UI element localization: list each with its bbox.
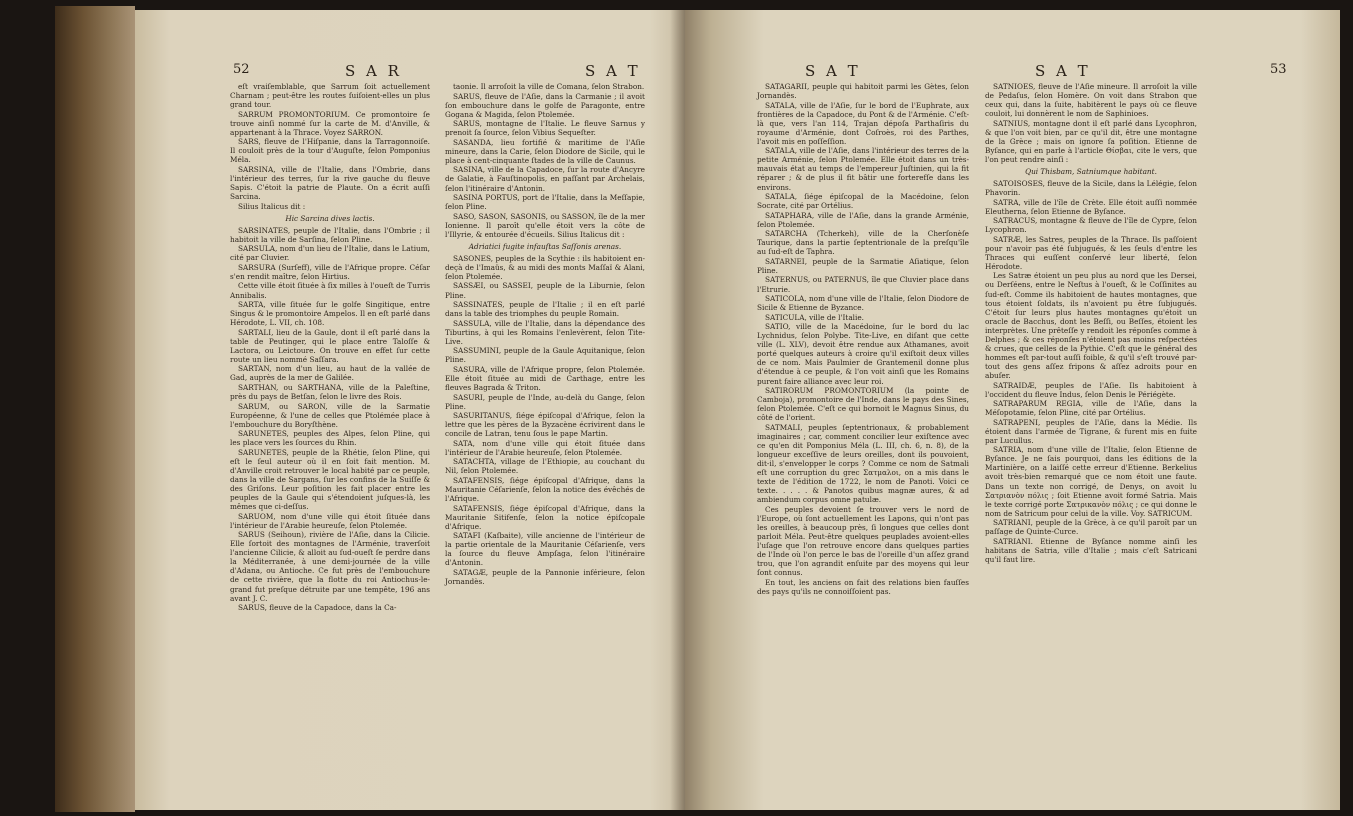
dictionary-entry: SATRAIDÆ, peuples de l'Aſie. Ils habitoient à l'occident du fleuve Indus, ſelon Denis le Périégète.: [985, 380, 1197, 399]
dictionary-entry: Les Satræ étoient un peu plus au nord que les Dersei, ou Derſéens, entre le Neſtus à l'oueſt, & le Coſſinites au ſud-eſt. Comme ils habitoient de hautes montagnes, que tous étoient ſoldats, ils n'avoient pu être ſubjugués. C'étoit ſur leurs plus hautes montagnes qu'étoit un oracle de Bacchus, dont les Beſſi, ou Beſſes, étoient les interprètes. Une prêteſſe y rendoit les réponſes comme à Delphes ; & ces réponſes n'étoient pas moins reſpectées & crues, que celles de la Pythie. C'eſt que le général des hommes eſt par-tout auſſi foible, & qu'il s'eſt trouvé par-tout des gens aſſez fripons & aſſez adroits pour en abuſer.: [985, 271, 1197, 380]
dictionary-entry: SARSURA (Surſeff), ville de l'Afrique propre. Céſar s'en rendit maître, ſelon Hirtius.: [230, 262, 430, 281]
dictionary-entry: SASSINATES, peuple de l'Italie ; il en eſt parlé dans la table des triomphes du peuple Romain.: [445, 300, 645, 319]
dictionary-entry: SARUS, montagne de l'Italie. Le fleuve Sarnus y prenoit ſa ſource, ſelon Vibius Sequeſter.: [445, 119, 645, 138]
dictionary-entry: SATIRORUM PROMONTORIUM (la pointe de Camboja), promontoire de l'Inde, dans le pays des Sines, ſelon Ptolemée. C'eſt ce qui bornoit le Magnus Sinus, du côté de l'orient.: [757, 386, 969, 423]
dictionary-entry: SASO, SASON, SASONIS, ou SASSON, île de la mer Ionienne. Il paroît qu'elle étoit vers la côte de l'Illyrie, & entourée d'écueils. Silius Italicus dit :: [445, 211, 645, 239]
dictionary-entry: SATAGÆ, peuple de la Pannonie inférieure, ſelon Jornandès.: [445, 567, 645, 586]
right-page-number: 53: [1270, 62, 1287, 77]
dictionary-entry: SASSULA, ville de l'Italie, dans la dépendance des Tiburtins, à qui les Romains l'enlevèrent, ſelon Tite-Live.: [445, 318, 645, 346]
dictionary-entry: SATAFENSIS, ſiége épiſcopal d'Afrique, dans la Mauritanie Céſarienſe, ſelon la notice des évêchés de l'Afrique.: [445, 475, 645, 504]
dictionary-entry: SATRÆ, les Satres, peuples de la Thrace. Ils paſſoient pour n'avoir pas été ſubjugués, & les ſeuls d'entre les Thraces qui euſſent conſervé leur liberté, ſelon Hérodote.: [985, 234, 1197, 271]
book-edge: [55, 6, 135, 812]
dictionary-entry: eſt vraiſemblable, que Sarrum ſoit actuellement Charnam ; peut-être les routes ſuiſoient-elles un plus grand tour.: [230, 82, 430, 110]
dictionary-entry: SATOISOSES, fleuve de la Sicile, dans la Lélégie, ſelon Phavorin.: [985, 178, 1197, 198]
dictionary-entry: SATARNEI, peuple de la Sarmatie Aſiatique, ſelon Pline.: [757, 256, 969, 275]
dictionary-entry: SARUM, ou SARON, ville de la Sarmatie Européenne, & l'une de celles que Ptolémée place à l'embouchure du Boryſthène.: [230, 401, 430, 429]
dictionary-entry: SARUS (Seihoun), rivière de l'Aſie, dans la Cilicie. Elle ſortoit des montagnes de l'Arménie, traverſoit l'ancienne Cilicie, & alloit au ſud-oueſt ſe perdre dans la Méditerranée, à une demi-journée de la ville d'Adana, ou Antioche. Ce fut près de l'embouchure de cette rivière, que la flotte du roi Antiochus-le-grand fut preſque détruite par une tempête, 196 ans avant J. C.: [230, 530, 430, 603]
dictionary-entry: SATACHTA, village de l'Ethiopie, au couchant du Nil, ſelon Ptolemée.: [445, 457, 645, 476]
dictionary-entry: SATAPHARA, ville de l'Aſie, dans la grande Arménie, ſelon Ptolemée.: [757, 210, 969, 229]
dictionary-entry: Ces peuples devoient ſe trouver vers le nord de l'Europe, où ſont actuellement les Lapons, qui n'ont pas les oreilles, à beaucoup près, ſi longues que celles dont parloit Méla. Peut-être quelques peuplades avoient-elles l'uſage que l'on retrouve encore dans quelques parties de l'Inde où l'on perce le bas de l'oreille d'un aſſez grand trou, que l'on agrandit enſuite par des moyens qui leur ſont connus.: [757, 504, 969, 577]
dictionary-entry: SATALA, ville de l'Aſie, dans l'intérieur des terres de la petite Arménie, ſelon Ptolemée. Elle étoit dans un très-mauvais état au temps de l'empereur Juſtinien, qui la fit réparer ; & de plus il fit bâtir une forterefſe dans les environs.: [757, 146, 969, 192]
dictionary-entry: SATRAPENI, peuples de l'Aſie, dans la Médie. Ils étoient dans l'armée de Tigrane, & furent mis en fuite par Lucullus.: [985, 417, 1197, 445]
dictionary-entry: SATRAPARUM REGIA, ville de l'Aſie, dans la Méſopotamie, ſelon Pline, cité par Ortélius.: [985, 399, 1197, 418]
dictionary-entry: SARUNETES, peuples des Alpes, ſelon Pline, qui les place vers les ſources du Rhin.: [230, 429, 430, 448]
dictionary-entry: SARTAN, nom d'un lieu, au haut de la vallée de Gad, auprès de la mer de Galilée.: [230, 364, 430, 383]
dictionary-entry: SARTHAN, ou SARTHANA, ville de la Paleſtine, près du pays de Betſan, ſelon le livre des Rois.: [230, 383, 430, 402]
dictionary-entry: SATAFENSIS, ſiége épiſcopal d'Afrique, dans la Mauritanie Sitifenſe, ſelon la notice épiſcopale d'Afrique.: [445, 503, 645, 531]
dictionary-entry: SASSUMINI, peuple de la Gaule Aquitanique, ſelon Pline.: [445, 346, 645, 365]
dictionary-entry: SATICULA, ville de l'Italie.: [765, 312, 864, 322]
dictionary-entry: SATNIOES, fleuve de l'Aſie mineure. Il arroſoit la ville de Pedaſus, ſelon Homère. On voit dans Strabon que ceux qui, dans la ſuite, habitèrent le pays où ce fleuve couloit, lui donnèrent le nom de Saphinioes.: [985, 82, 1197, 119]
left-running-head-1: S A R: [345, 62, 402, 80]
right-running-head-1: S A T: [805, 62, 861, 80]
dictionary-entry: SATICOLA, nom d'une ville de l'Italie, ſelon Diodore de Sicile & Etienne de Byzance.: [757, 294, 969, 313]
dictionary-entry: En tout, les anciens on fait des relations bien fauſſes des pays qu'ils ne connoiſſoient pas.: [757, 577, 969, 596]
dictionary-entry: SATRACUS, montagne & fleuve de l'île de Cypre, ſelon Lycophron.: [985, 216, 1197, 235]
book-spread: [55, 6, 1345, 812]
dictionary-entry: SARRUM PROMONTORIUM. Ce promontoire ſe trouve ainſi nommé ſur la carte de M. d'Anville, & appartenant à la Thrace. Voyez SARRON.: [230, 109, 430, 137]
left-page-number: 52: [233, 62, 250, 77]
left-column-1: [230, 82, 430, 613]
dictionary-entry: SASURA, ville de l'Afrique propre, ſelon Ptolemée. Elle étoit ſituée au midi de Carthage, entre les fleuves Bagrada & Triton.: [445, 364, 645, 392]
dictionary-entry: SARUS, fleuve de la Capadoce, dans la Ca-: [238, 603, 397, 613]
dictionary-entry: SATRIANI. Etienne de Byſance nomme ainſi les habitans de Satria, ville d'Italie ; mais c'eſt Satricani qu'il faut lire.: [985, 536, 1197, 564]
dictionary-entry: SARSINATES, peuple de l'Italie, dans l'Ombrie ; il habitoit la ville de Sarſina, ſelon Pline.: [230, 225, 430, 244]
dictionary-entry: Cette ville étoit ſituée à ſix milles à l'oueſt de Turris Annibalis.: [230, 281, 430, 300]
dictionary-entry: Adriatici fugite infauſtas Saſſonis arenas.: [468, 241, 622, 251]
dictionary-entry: SASANDA, lieu fortifié & maritime de l'Aſie mineure, dans la Carie, ſelon Diodore de Sicile, qui le place à cent-cinquante ſtades de la ville de Caunus.: [445, 137, 645, 165]
dictionary-entry: SARUS, fleuve de l'Aſie, dans la Carmanie ; il avoit ſon embouchure dans le golfe de Paragonte, entre Gogana & Magida, ſelon Ptolemée.: [445, 91, 645, 119]
right-column-1: [757, 82, 969, 596]
dictionary-entry: SATNIUS, montagne dont il eſt parlé dans Lycophron, & que l'on voit bien, par ce qu'il dit, être une montagne de la Grèce ; mais on ignore ſa poſition. Etienne de Byſance, qui en parle à l'article Θίσβαι, cite le vers, que l'on peut rendre ainſi :: [985, 118, 1197, 164]
dictionary-entry: SARUNETES, peuple de la Rhétie, ſelon Pline, qui eſt le ſeul auteur où il en ſoit fait mention. M. d'Anville croit retrouver le local habité par ce peuple, dans la ville de Sargans, ſur les confins de la Suiſſe & des Griſons. Leur poſition les fait placer entre les peuples de la Gaule qui s'étendoient juſques-là, les mêmes que ci-deſſus.: [230, 447, 430, 512]
dictionary-entry: SATMALI, peuples ſeptentrionaux, & probablement imaginaires ; car, comment concilier leur exiſtence avec ce qu'en dit Pomponius Méla (L. III, ch. 6, n. 8), de la longueur exceſſive de leurs oreilles, dont ils pouvoient, dit-il, s'envelopper le corps ? Comme ce nom de Satmali eſt une corruption du grec Σατμαλοι, on a mis dans le texte de l'édition de 1722, le nom de Panoti. Voici ce texte. . . . . & Panotos quibus magnæ aures, & ad ambiendum corpus omne patulæ.: [757, 422, 969, 505]
dictionary-entry: SATRA, ville de l'île de Crète. Elle étoit auſſi nommée Eleutherna, ſelon Etienne de Byſance.: [985, 197, 1197, 216]
dictionary-entry: SATA, nom d'une ville qui étoit ſituée dans l'intérieur de l'Arabie heureuſe, ſelon Ptolemée.: [445, 438, 645, 457]
dictionary-entry: SATRIA, nom d'une ville de l'Italie, ſelon Etienne de Byſance. Je ne ſais pourquoi, dans les éditions de la Martinière, on a laiſſé cette erreur d'Etienne. Berkelius avoit très-bien remarqué que ce nom étoit une faute. Dans un texte non corrigé, de Denys, on avoit lu Σατριανὸν πόλις ; ſoit Etienne avoit formé Satria. Mais le texte corrigé porte Σατρικανὸν πόλις ; ce qui donne le nom de Satricum pour celui de la ville. Voy. SATRICUM.: [985, 445, 1197, 518]
dictionary-entry: SARS, fleuve de l'Hiſpanie, dans la Tarragonnoiſe. Il couloit près de la tour d'Auguſte, ſelon Pomponius Méla.: [230, 137, 430, 165]
dictionary-entry: SARTALI, lieu de la Gaule, dont il eſt parlé dans la table de Peutinger, qui le place entre Taloſſe & Lactora, ou Leictoure. On trouve en effet ſur cette route un lieu nommé Saſſara.: [230, 327, 430, 364]
dictionary-entry: SASINA, ville de la Capadoce, ſur la route d'Ancyre de Galatie, à Fauſtinopolis, en paſſant par Archelais, ſelon l'itinéraire d'Antonin.: [445, 165, 645, 193]
dictionary-entry: Hic Sarcina dives lactis.: [285, 213, 375, 223]
dictionary-entry: SASSÆI, ou SASSEI, peuple de la Liburnie, ſelon Pline.: [445, 281, 645, 300]
dictionary-entry: Qui Thisbam, Satniumque habitant.: [1025, 166, 1157, 176]
dictionary-entry: SASURI, peuple de l'Inde, au-delà du Gange, ſelon Pline.: [445, 392, 645, 411]
dictionary-entry: SARSULA, nom d'un lieu de l'Italie, dans le Latium, cité par Cluvier.: [230, 244, 430, 263]
dictionary-entry: SASINA PORTUS, port de l'Italie, dans la Meſſapie, ſelon Pline.: [445, 193, 645, 212]
dictionary-entry: SASONES, peuples de la Scythie : ils habitoient en-deçà de l'Imaüs, & au midi des monts Maſſaï & Alani, ſelon Ptolemée.: [445, 253, 645, 281]
dictionary-entry: SASURITANUS, ſiége épiſcopal d'Afrique, ſelon la lettre que les pères de la Byzacène écrivirent dans le concile de Latran, tenu ſous le pape Martin.: [445, 411, 645, 439]
left-running-head-2: S A T: [585, 62, 641, 80]
dictionary-entry: SATAGARII, peuple qui habitoit parmi les Gètes, ſelon Jornandès.: [757, 82, 969, 101]
dictionary-entry: SATARCHA (Tcherkeh), ville de la Cherſonèſe Taurique, dans la partie ſeptentrionale de la preſqu'île au ſud-eſt de Taphra.: [757, 229, 969, 257]
dictionary-entry: SARTA, ville ſituée ſur le golfe Singitique, entre Singus & le promontoire Ampelos. Il en eſt parlé dans Hérodote, L. VII, ch. 108.: [230, 300, 430, 328]
dictionary-entry: SARSINA, ville de l'Italie, dans l'Ombrie, dans l'intérieur des terres, ſur la rive gauche du fleuve Sapis. C'étoit la patrie de Plaute. On a écrit auſſi Sarcina.: [230, 164, 430, 202]
right-column-2: [985, 82, 1197, 564]
dictionary-entry: SATALA, ville de l'Aſie, ſur le bord de l'Euphrate, aux frontières de la Capadoce, du Pont & de l'Arménie. C'eſt-là que, vers l'an 114, Trajan dépoſa Parthaſiris du royaume d'Arménie, dont Coſroès, roi des Parthes, l'avoit mis en poſſeſſion.: [757, 100, 969, 146]
dictionary-entry: SATALA, ſiége épiſcopal de la Macédoine, ſelon Socrate, cité par Ortélius.: [757, 192, 969, 211]
right-running-head-2: S A T: [1035, 62, 1091, 80]
dictionary-entry: SATRIANI, peuple de la Grèce, à ce qu'il paroît par un paſſage de Quinte-Curce.: [985, 518, 1197, 537]
dictionary-entry: SATAFI (Kaſbaite), ville ancienne de l'intérieur de la partie orientale de la Mauritanie Céſarienſe, vers la ſource du fleuve Ampſaga, ſelon l'itinéraire d'Antonin.: [445, 531, 645, 568]
left-column-2: [445, 82, 645, 587]
left-page: [135, 10, 720, 810]
dictionary-entry: Silius Italicus dit :: [238, 201, 306, 211]
dictionary-entry: SATIO, ville de la Macédoine, ſur le bord du lac Lychnidus, ſelon Polybe. Tite-Live, en diſant que cette ville (L. XLV), devoit être rendue aux Athamanes, avoit porté quelques auteurs à croire qu'il exiſtoit deux villes de ce nom. Mais Paulmier de Grantemenil donne plus d'étendue à ce peuple, & l'on voit ainſi que les Romains purent faire alliance avec leur roi.: [757, 322, 969, 386]
right-page: [685, 10, 1340, 810]
dictionary-entry: SARUOM, nom d'une ville qui étoit ſituée dans l'intérieur de l'Arabie heureuſe, ſelon Ptolemée.: [230, 511, 430, 530]
dictionary-entry: SATERNUS, ou PATERNUS, île que Cluvier place dans l'Etrurie.: [757, 275, 969, 294]
dictionary-entry: taonie. Il arroſoit la ville de Comana, ſelon Strabon.: [453, 82, 645, 91]
